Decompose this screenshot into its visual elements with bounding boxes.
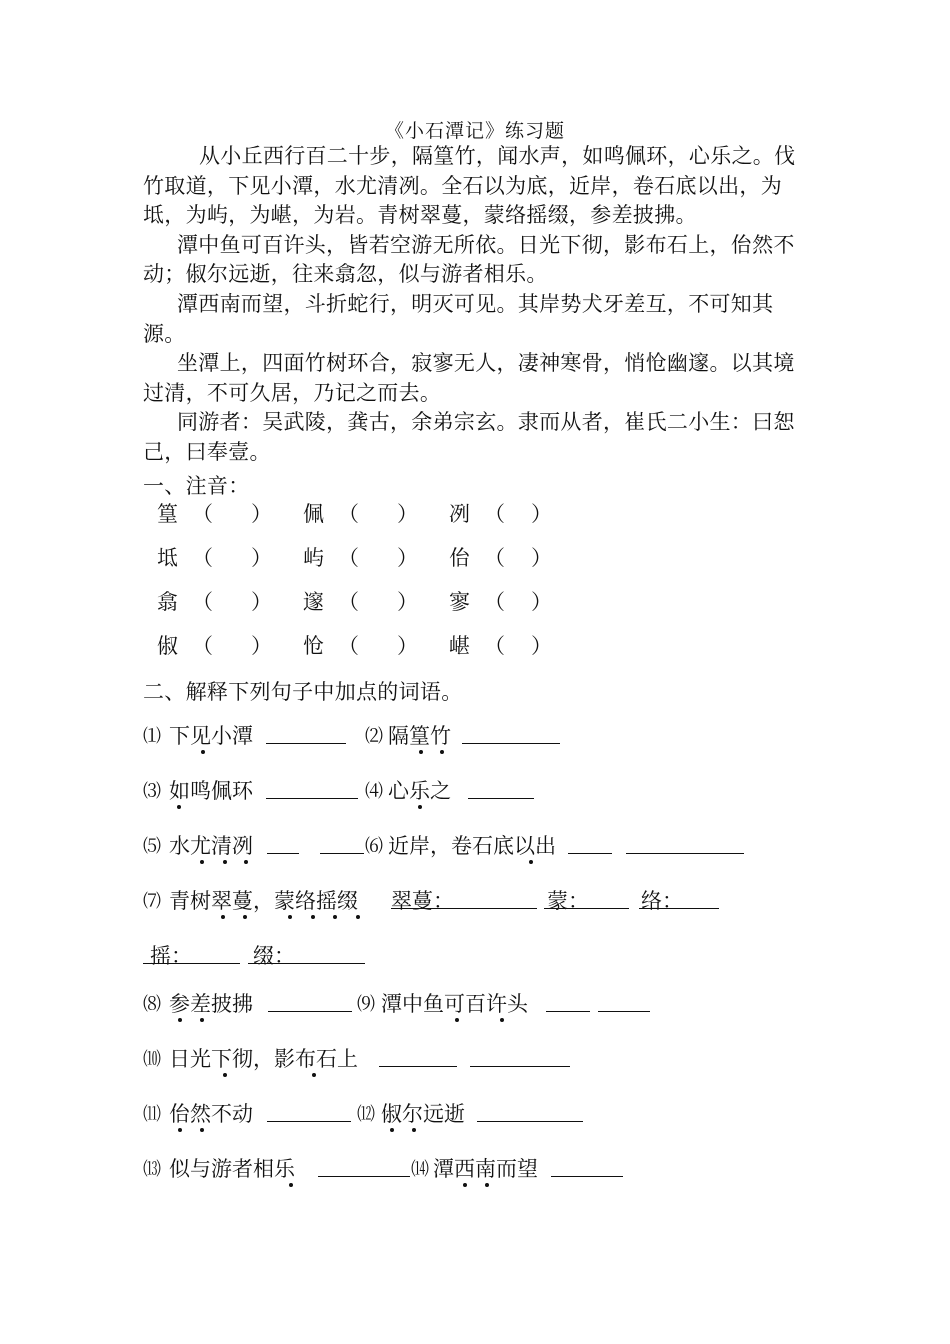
pinyin-char: 佁 bbox=[449, 546, 470, 570]
emphasis-dot bbox=[178, 1128, 182, 1132]
question-sentence: 潭西南而望 bbox=[433, 1157, 538, 1181]
answer-key-label: 摇： bbox=[150, 944, 192, 968]
question-number: ⑴ bbox=[143, 726, 161, 747]
question-number: ⑶ bbox=[143, 781, 161, 802]
pinyin-item bbox=[303, 586, 418, 616]
question-sentence: 心乐之 bbox=[388, 779, 451, 803]
pinyin-item bbox=[449, 498, 552, 528]
emphasis-dot bbox=[223, 860, 227, 864]
right-paren: ） bbox=[531, 590, 552, 614]
section2-heading: 二、解释下列句子中加点的词语。 bbox=[143, 680, 463, 704]
pinyin-item bbox=[157, 498, 272, 528]
question-sentence: 俶尔远逝 bbox=[381, 1102, 465, 1126]
emphasis-dot bbox=[223, 1073, 227, 1077]
left-paren: （ bbox=[192, 546, 213, 570]
answer-blank[interactable] bbox=[143, 963, 240, 964]
answer-blank[interactable] bbox=[544, 908, 629, 909]
emphasis-dot bbox=[412, 1128, 416, 1132]
pinyin-item bbox=[449, 542, 552, 572]
emphasis-dot bbox=[244, 860, 248, 864]
emphasis-dot bbox=[418, 805, 422, 809]
question-number: ⑺ bbox=[143, 891, 161, 912]
left-paren: （ bbox=[338, 634, 359, 658]
answer-blank[interactable] bbox=[462, 743, 560, 744]
right-paren: ） bbox=[397, 590, 418, 614]
pinyin-item bbox=[303, 630, 418, 660]
passage bbox=[143, 142, 807, 468]
left-paren: （ bbox=[484, 546, 505, 570]
left-paren: （ bbox=[338, 590, 359, 614]
question-sentence: 参差披拂 bbox=[169, 992, 253, 1016]
emphasis-dot bbox=[311, 915, 315, 919]
left-paren: （ bbox=[484, 590, 505, 614]
passage-paragraph: 潭中鱼可百许头，皆若空游无所依。日光下彻，影布石上，佁然不动；俶尔远逝，往来翕忽，似与游者相乐。 bbox=[143, 232, 795, 287]
left-paren: （ bbox=[338, 502, 359, 526]
question-sentence: 隔篁竹 bbox=[388, 724, 451, 748]
answer-blank[interactable] bbox=[626, 853, 744, 854]
question-number: ⑿ bbox=[357, 1104, 375, 1125]
pinyin-char: 俶 bbox=[157, 634, 178, 658]
question-number: ⒁ bbox=[411, 1159, 429, 1180]
left-paren: （ bbox=[484, 634, 505, 658]
pinyin-item bbox=[303, 498, 418, 528]
question-sentence: 似与游者相乐 bbox=[169, 1157, 295, 1181]
pinyin-item bbox=[303, 542, 418, 572]
emphasis-dot bbox=[529, 860, 533, 864]
answer-blank[interactable] bbox=[391, 908, 537, 909]
answer-blank[interactable] bbox=[268, 1011, 352, 1012]
emphasis-dot bbox=[201, 750, 205, 754]
emphasis-dot bbox=[178, 1018, 182, 1022]
pinyin-item bbox=[157, 586, 272, 616]
pinyin-char: 怆 bbox=[303, 634, 324, 658]
answer-blank[interactable] bbox=[248, 963, 365, 964]
answer-blank[interactable] bbox=[477, 1121, 583, 1122]
answer-blank[interactable] bbox=[546, 1011, 590, 1012]
pinyin-char: 坻 bbox=[157, 546, 178, 570]
emphasis-dot bbox=[288, 915, 292, 919]
emphasis-dot bbox=[333, 915, 337, 919]
question-number: ⑹ bbox=[365, 836, 383, 857]
answer-blank[interactable] bbox=[379, 1066, 457, 1067]
passage-paragraph: 潭西南而望，斗折蛇行，明灭可见。其岸势犬牙差互，不可知其源。 bbox=[143, 291, 774, 346]
emphasis-dot bbox=[177, 805, 181, 809]
page-title: 《小石潭记》练习题 bbox=[384, 120, 565, 142]
right-paren: ） bbox=[531, 634, 552, 658]
answer-key-label: 缀： bbox=[253, 944, 295, 968]
emphasis-dot bbox=[200, 1128, 204, 1132]
question-number: ⑸ bbox=[143, 836, 161, 857]
emphasis-dot bbox=[440, 750, 444, 754]
question-number: ⑼ bbox=[357, 994, 375, 1015]
question-sentence: 近岸，卷石底以出 bbox=[388, 834, 556, 858]
emphasis-dot bbox=[390, 1128, 394, 1132]
answer-blank[interactable] bbox=[318, 1176, 410, 1177]
answer-blank[interactable] bbox=[598, 1011, 650, 1012]
emphasis-dot bbox=[243, 915, 247, 919]
emphasis-dot bbox=[500, 1018, 504, 1022]
emphasis-dot bbox=[200, 1018, 204, 1022]
right-paren: ） bbox=[397, 502, 418, 526]
right-paren: ） bbox=[397, 634, 418, 658]
answer-key-label: 蒙： bbox=[547, 889, 589, 913]
question-sentence: 如鸣佩环 bbox=[169, 779, 253, 803]
question-sentence: 日光下彻，影布石上 bbox=[169, 1047, 358, 1071]
pinyin-char: 屿 bbox=[303, 546, 324, 570]
answer-key-label: 翠蔓： bbox=[391, 889, 454, 913]
right-paren: ） bbox=[251, 502, 272, 526]
emphasis-dot bbox=[463, 1183, 467, 1187]
question-sentence: 佁然不动 bbox=[169, 1102, 253, 1126]
left-paren: （ bbox=[484, 502, 505, 526]
pinyin-char: 邃 bbox=[303, 590, 324, 614]
question-sentence: 水尤清冽 bbox=[169, 834, 253, 858]
pinyin-char: 冽 bbox=[449, 502, 470, 526]
pinyin-char: 佩 bbox=[303, 502, 324, 526]
question-sentence: 潭中鱼可百许头 bbox=[381, 992, 528, 1016]
question-number: ⒀ bbox=[143, 1159, 161, 1180]
answer-blank[interactable] bbox=[551, 1176, 623, 1177]
answer-blank[interactable] bbox=[267, 853, 299, 854]
answer-key-label: 络： bbox=[641, 889, 683, 913]
answer-blank[interactable] bbox=[266, 798, 358, 799]
passage-paragraph: 从小丘西行百二十步，隔篁竹，闻水声，如鸣佩环，心乐之。伐竹取道，下见小潭，水尤清冽。全石以为底，近岸，卷石底以出，为坻，为屿，为嵁，为岩。青树翠蔓，蒙络摇缀，参差披拂。 bbox=[143, 144, 796, 228]
passage-paragraph: 坐潭上，四面竹树环合，寂寥无人，凄神寒骨，悄怆幽邃。以其境过清，不可久居，乃记之而去。 bbox=[143, 351, 795, 405]
passage-paragraph: 同游者：吴武陵，龚古，余弟宗玄。隶而从者，崔氏二小生：曰恕己，曰奉壹。 bbox=[143, 410, 795, 464]
pinyin-item bbox=[449, 586, 552, 616]
right-paren: ） bbox=[531, 502, 552, 526]
answer-blank[interactable] bbox=[468, 798, 534, 799]
question-number: ⑽ bbox=[143, 1049, 161, 1070]
pinyin-char: 篁 bbox=[157, 502, 178, 526]
right-paren: ） bbox=[251, 590, 272, 614]
left-paren: （ bbox=[192, 502, 213, 526]
left-paren: （ bbox=[192, 590, 213, 614]
emphasis-dot bbox=[289, 1183, 293, 1187]
question-number: ⑵ bbox=[365, 726, 383, 747]
emphasis-dot bbox=[221, 915, 225, 919]
pinyin-char: 嵁 bbox=[449, 634, 470, 658]
pinyin-char: 翕 bbox=[157, 590, 178, 614]
left-paren: （ bbox=[338, 546, 359, 570]
pinyin-item bbox=[449, 630, 552, 660]
question-sentence: 下见小潭 bbox=[169, 724, 253, 748]
question-number: ⑻ bbox=[143, 994, 161, 1015]
right-paren: ） bbox=[251, 546, 272, 570]
pinyin-item bbox=[157, 542, 272, 572]
emphasis-dot bbox=[419, 750, 423, 754]
answer-blank[interactable] bbox=[470, 1066, 570, 1067]
question-number: ⑷ bbox=[365, 781, 383, 802]
emphasis-dot bbox=[485, 1183, 489, 1187]
question-sentence: 青树翠蔓，蒙络摇缀 bbox=[169, 889, 358, 913]
answer-blank[interactable] bbox=[639, 908, 719, 909]
emphasis-dot bbox=[312, 1073, 316, 1077]
answer-blank[interactable] bbox=[266, 743, 346, 744]
emphasis-dot bbox=[356, 915, 360, 919]
emphasis-dot bbox=[455, 1018, 459, 1022]
section1-heading: 一、注音： bbox=[143, 474, 250, 498]
pinyin-item bbox=[157, 630, 272, 660]
answer-blank[interactable] bbox=[568, 853, 612, 854]
left-paren: （ bbox=[192, 634, 213, 658]
emphasis-dot bbox=[200, 860, 204, 864]
right-paren: ） bbox=[251, 634, 272, 658]
answer-blank[interactable] bbox=[320, 853, 364, 854]
right-paren: ） bbox=[531, 546, 552, 570]
answer-blank[interactable] bbox=[267, 1121, 351, 1122]
pinyin-char: 寥 bbox=[449, 590, 470, 614]
question-number: ⑾ bbox=[143, 1104, 161, 1125]
right-paren: ） bbox=[397, 546, 418, 570]
